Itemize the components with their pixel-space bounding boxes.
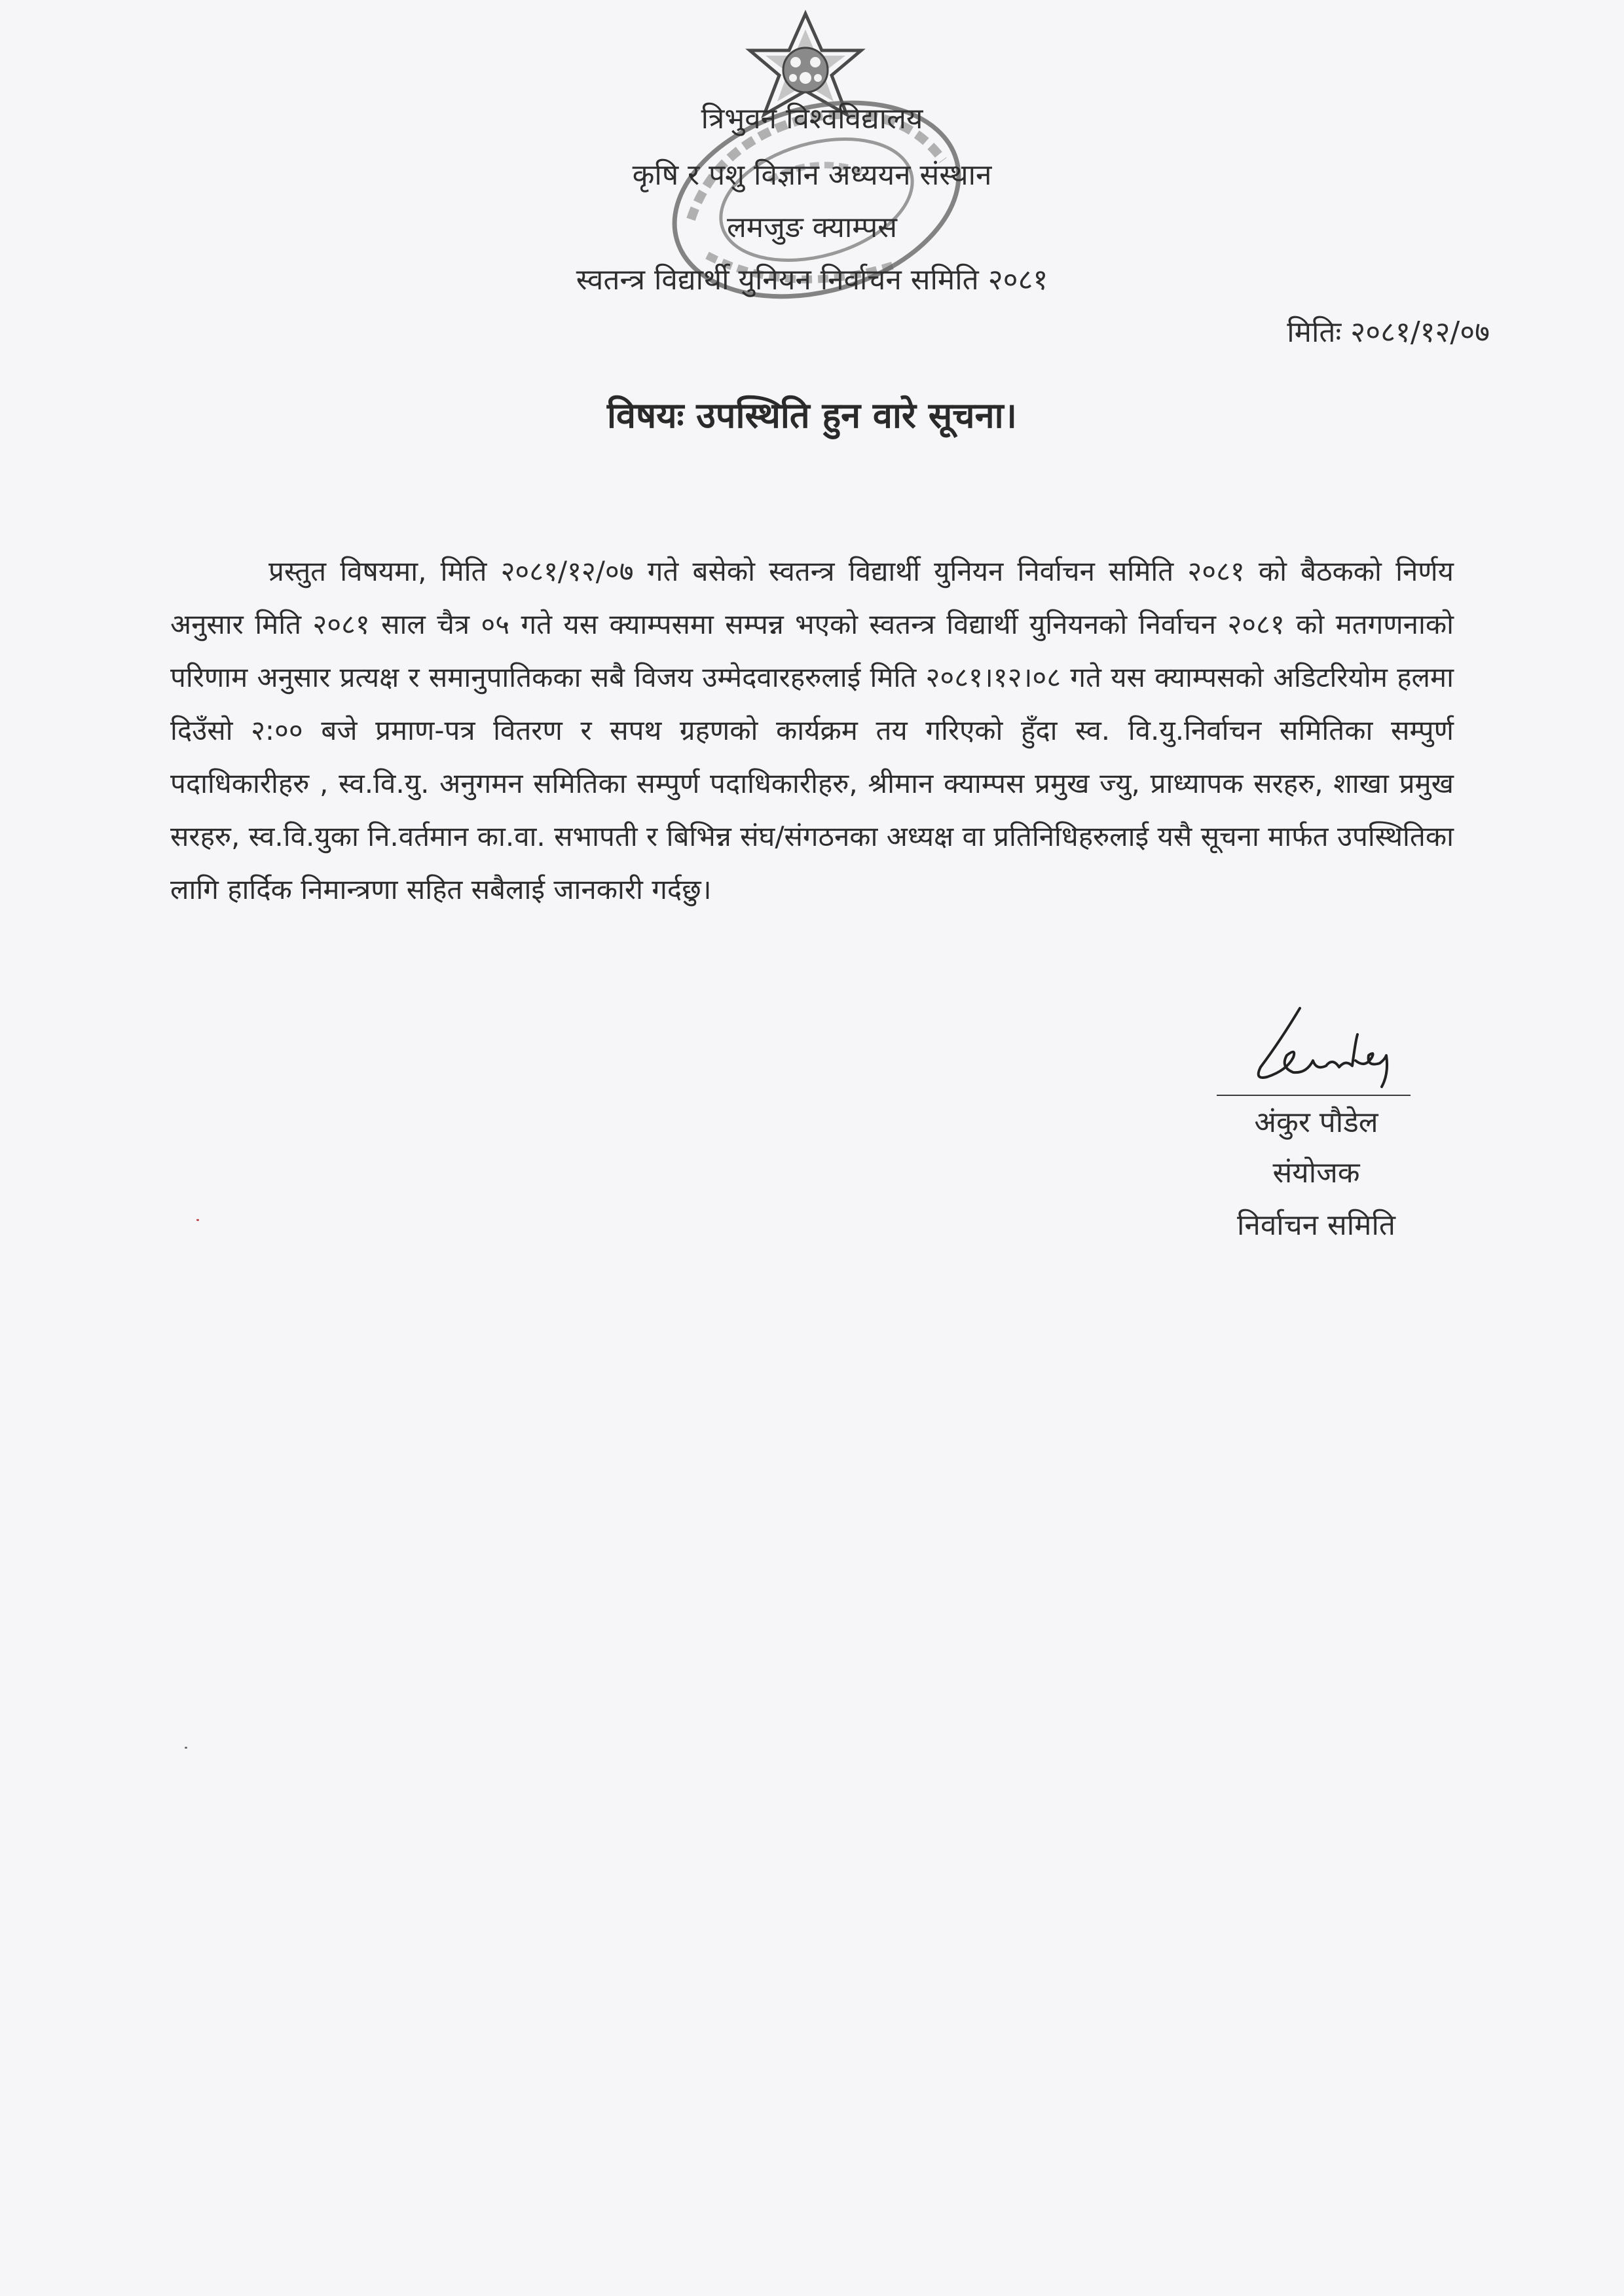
signatory-name: अंकुर पौडेल [1254,1106,1378,1139]
institute-name: कृषि र पशु विज्ञान अध्ययन संस्थान [632,158,992,192]
scan-speck [185,1747,187,1749]
body-paragraph [170,545,1454,916]
university-name: त्रिभुवन विश्वविद्यालय [701,102,923,136]
scan-speck [196,1219,199,1221]
committee-name: स्वतन्त्र विद्यार्थी युनियन निर्वाचन समिति २०८१ [576,263,1048,297]
signatory-title: संयोजक [1272,1156,1360,1190]
subject-line: विषयः उपस्थिति हुन वारे सूचना। [606,395,1018,436]
letter-date: मितिः २०८१/१२/०७ [1287,316,1490,349]
signature-rule [1217,1095,1411,1096]
signatory-committee: निर्वाचन समिति [1237,1209,1395,1242]
body-text: प्रस्तुत विषयमा, मिति २०८१/१२/०७ गते बसेको स्वतन्त्र विद्यार्थी युनियन निर्वाचन समिति २०८१ को बैठकको निर्णय अनुसार मिति २०८१ साल चैत्र ०५ गते यस क्याम्पसमा सम्पन्न भएको स्वतन्त्र विद्यार्थी युनियनको निर्वाचन २०८१ को मतगणनाको परिणाम अनुसार प्रत्यक्ष र समानुपातिकका सबै विजय उम्मेदवारहरुलाई मिति २०८१।१२।०८ गते यस क्याम्पसको अडिटरियोम हलमा दिउँसो २:०० बजे प्रमाण-पत्र वितरण र सपथ ग्रहणको कार्यक्रम तय गरिएको हुँदा स्व. वि.यु.निर्वाचन समितिका सम्पुर्ण पदाधिकारीहरु , स्व.वि.यु. अनुगमन समितिका सम्पुर्ण पदाधिकारीहरु, श्रीमान क्याम्पस प्रमुख ज्यु, प्राध्यापक सरहरु, शाखा प्रमुख सरहरु, स्व.वि.युका नि.वर्तमान का.वा. सभापती र बिभिन्न संघ/संगठनका अध्यक्ष वा प्रतिनिधिहरुलाई यसै सूचना मार्फत उपस्थितिका लागि हार्दिक निमान्त्रणा सहित सबैलाई जानकारी गर्दछु। [170,555,1454,905]
campus-name: लमजुङ क्याम्पस [726,211,898,244]
signature-icon [1241,995,1411,1100]
